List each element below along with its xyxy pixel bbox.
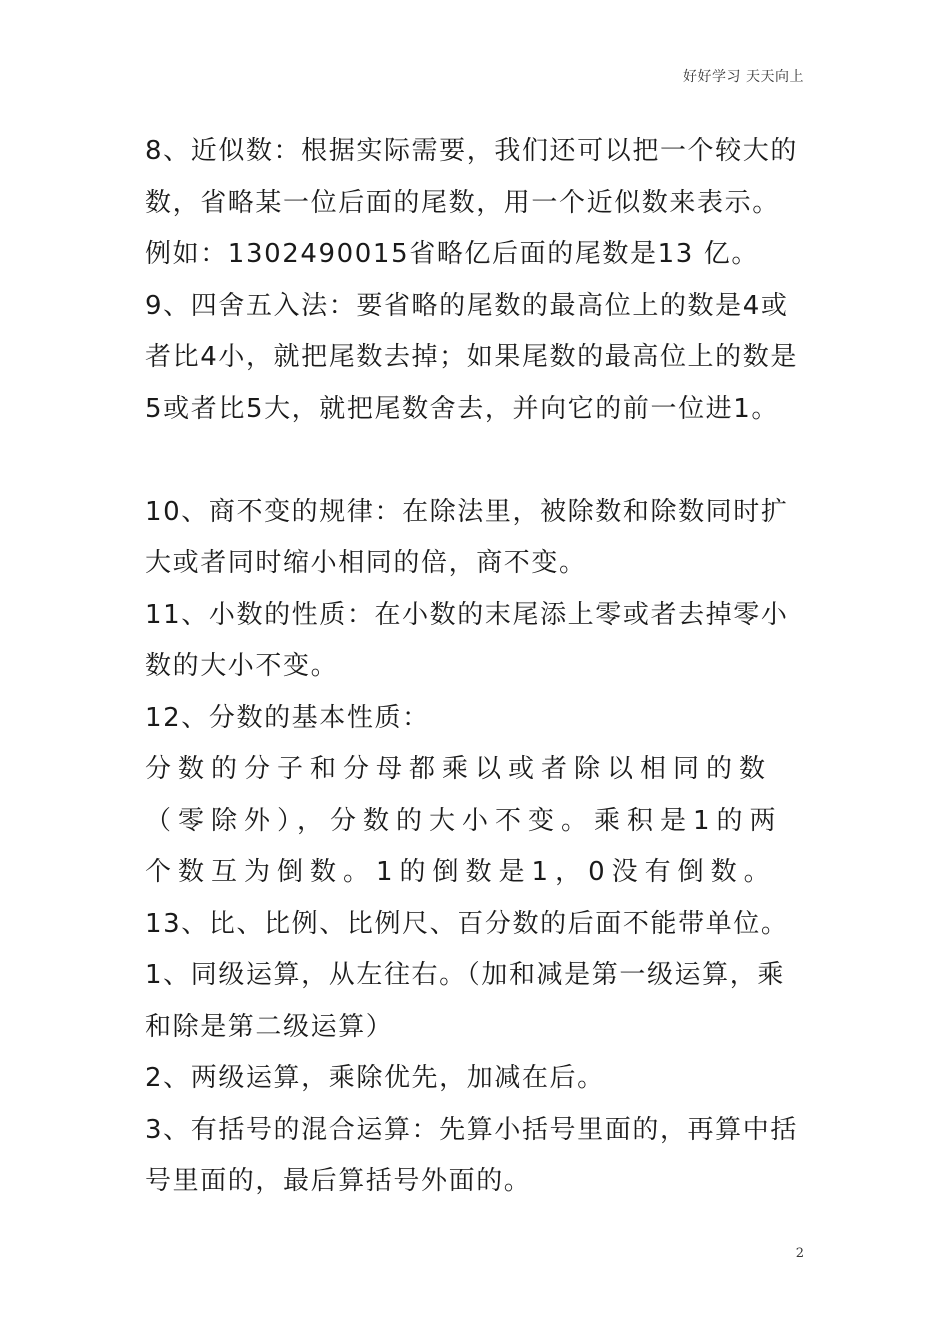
paragraph-units-rule: 13、比、比例、比例尺、百分数的后面不能带单位。 [145, 908, 789, 939]
paragraph-approximate-number: 8、近似数：根据实际需要，我们还可以把一个较大的数，省略某一位后面的尾数，用一个近似数来表示。例如：1302490015省略亿后面的尾数是13 亿。 [145, 136, 798, 269]
paragraph-spacer [145, 435, 807, 487]
paragraph-decimal-property: 11、小数的性质：在小数的末尾添上零或者去掉零小数的大小不变。 [145, 599, 789, 681]
paragraph-fraction-title: 12、分数的基本性质： [145, 702, 430, 733]
document-body [145, 126, 807, 1208]
page-header: 好好学习 天天向上 [683, 69, 804, 85]
paragraph-fraction-property: 分数的分子和分母都乘以或者除以相同的数（零除外），分数的大小不变。乘积是1的两个数互为倒数。1的倒数是1，0没有倒数。 [145, 754, 783, 887]
paragraph-same-level-operations: 1、同级运算，从左往右。（加和减是第一级运算，乘和除是第二级运算） [145, 960, 785, 1042]
paragraph-rounding-rule: 9、四舍五入法：要省略的尾数的最高位上的数是4或者比4小，就把尾数去掉；如果尾数的最高位上的数是5或者比5大，就把尾数舍去，并向它的前一位进1。 [145, 290, 798, 424]
paragraph-two-level-operations: 2、两级运算，乘除优先，加减在后。 [145, 1063, 605, 1093]
paragraph-quotient-rule: 10、商不变的规律：在除法里，被除数和除数同时扩大或者同时缩小相同的倍，商不变。 [145, 496, 789, 578]
page-number: 2 [795, 1246, 804, 1261]
paragraph-parentheses-operations: 3、有括号的混合运算：先算小括号里面的，再算中括号里面的，最后算括号外面的。 [145, 1114, 798, 1196]
